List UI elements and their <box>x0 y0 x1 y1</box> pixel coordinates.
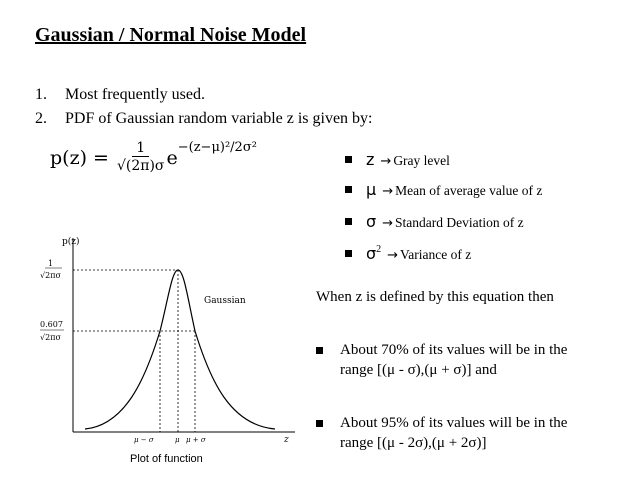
symbol: μ <box>366 180 377 199</box>
x-tick-label: μ − σ <box>134 436 154 444</box>
gaussian-curve <box>85 270 275 429</box>
x-tick-label: μ + σ <box>186 436 206 444</box>
curve-label: Gaussian <box>204 296 246 306</box>
formula-exponent: −(z−μ)²/2σ² <box>177 140 257 155</box>
symbol-desc: Gray level <box>393 153 450 168</box>
level-label-num: 0.607 <box>40 320 63 329</box>
plot-axes <box>73 238 295 432</box>
right-arrow-icon: → <box>387 248 399 263</box>
symbol-superscript: 2 <box>376 244 382 255</box>
symbol-desc: Mean of average value of z <box>395 183 543 198</box>
list-number: 1. <box>35 86 47 103</box>
plot-xlabel: z <box>284 435 289 445</box>
symbol: σ <box>366 212 377 231</box>
formula-lhs: p(z) = <box>50 146 109 169</box>
symbol-desc: Variance of z <box>400 247 472 262</box>
peak-label-den: √2πσ <box>40 271 61 280</box>
formula-numerator: 1 <box>132 140 149 157</box>
fact-line: About 95% of its values will be in the <box>340 415 568 431</box>
plot-ylabel: p(z) <box>62 237 80 247</box>
formula-denominator: √(2π)σ <box>116 158 165 174</box>
right-arrow-icon: → <box>382 216 394 231</box>
fact-line: range [(μ - σ),(μ + σ)] and <box>340 362 497 378</box>
page-title: Gaussian / Normal Noise Model <box>35 24 307 46</box>
list-text: Most frequently used. <box>65 86 205 103</box>
list-number: 2. <box>35 110 47 127</box>
fact-line: About 70% of its values will be in the <box>340 342 568 358</box>
level-label-den: √2πσ <box>40 333 61 342</box>
right-arrow-icon: → <box>382 184 394 199</box>
symbol: σ <box>366 244 377 263</box>
fact-line: range [(μ - 2σ),(μ + 2σ)] <box>340 435 487 451</box>
list-text: PDF of Gaussian random variable z is given by: <box>65 110 373 127</box>
right-arrow-icon: → <box>380 154 392 169</box>
symbol: z <box>366 150 375 169</box>
peak-label-num: 1 <box>48 259 54 268</box>
formula-e: e <box>166 146 178 169</box>
x-tick-label: μ <box>175 436 180 444</box>
plot-caption: Plot of function <box>130 453 203 465</box>
when-text: When z is defined by this equation then <box>316 289 554 305</box>
symbol-desc: Standard Deviation of z <box>395 215 524 230</box>
